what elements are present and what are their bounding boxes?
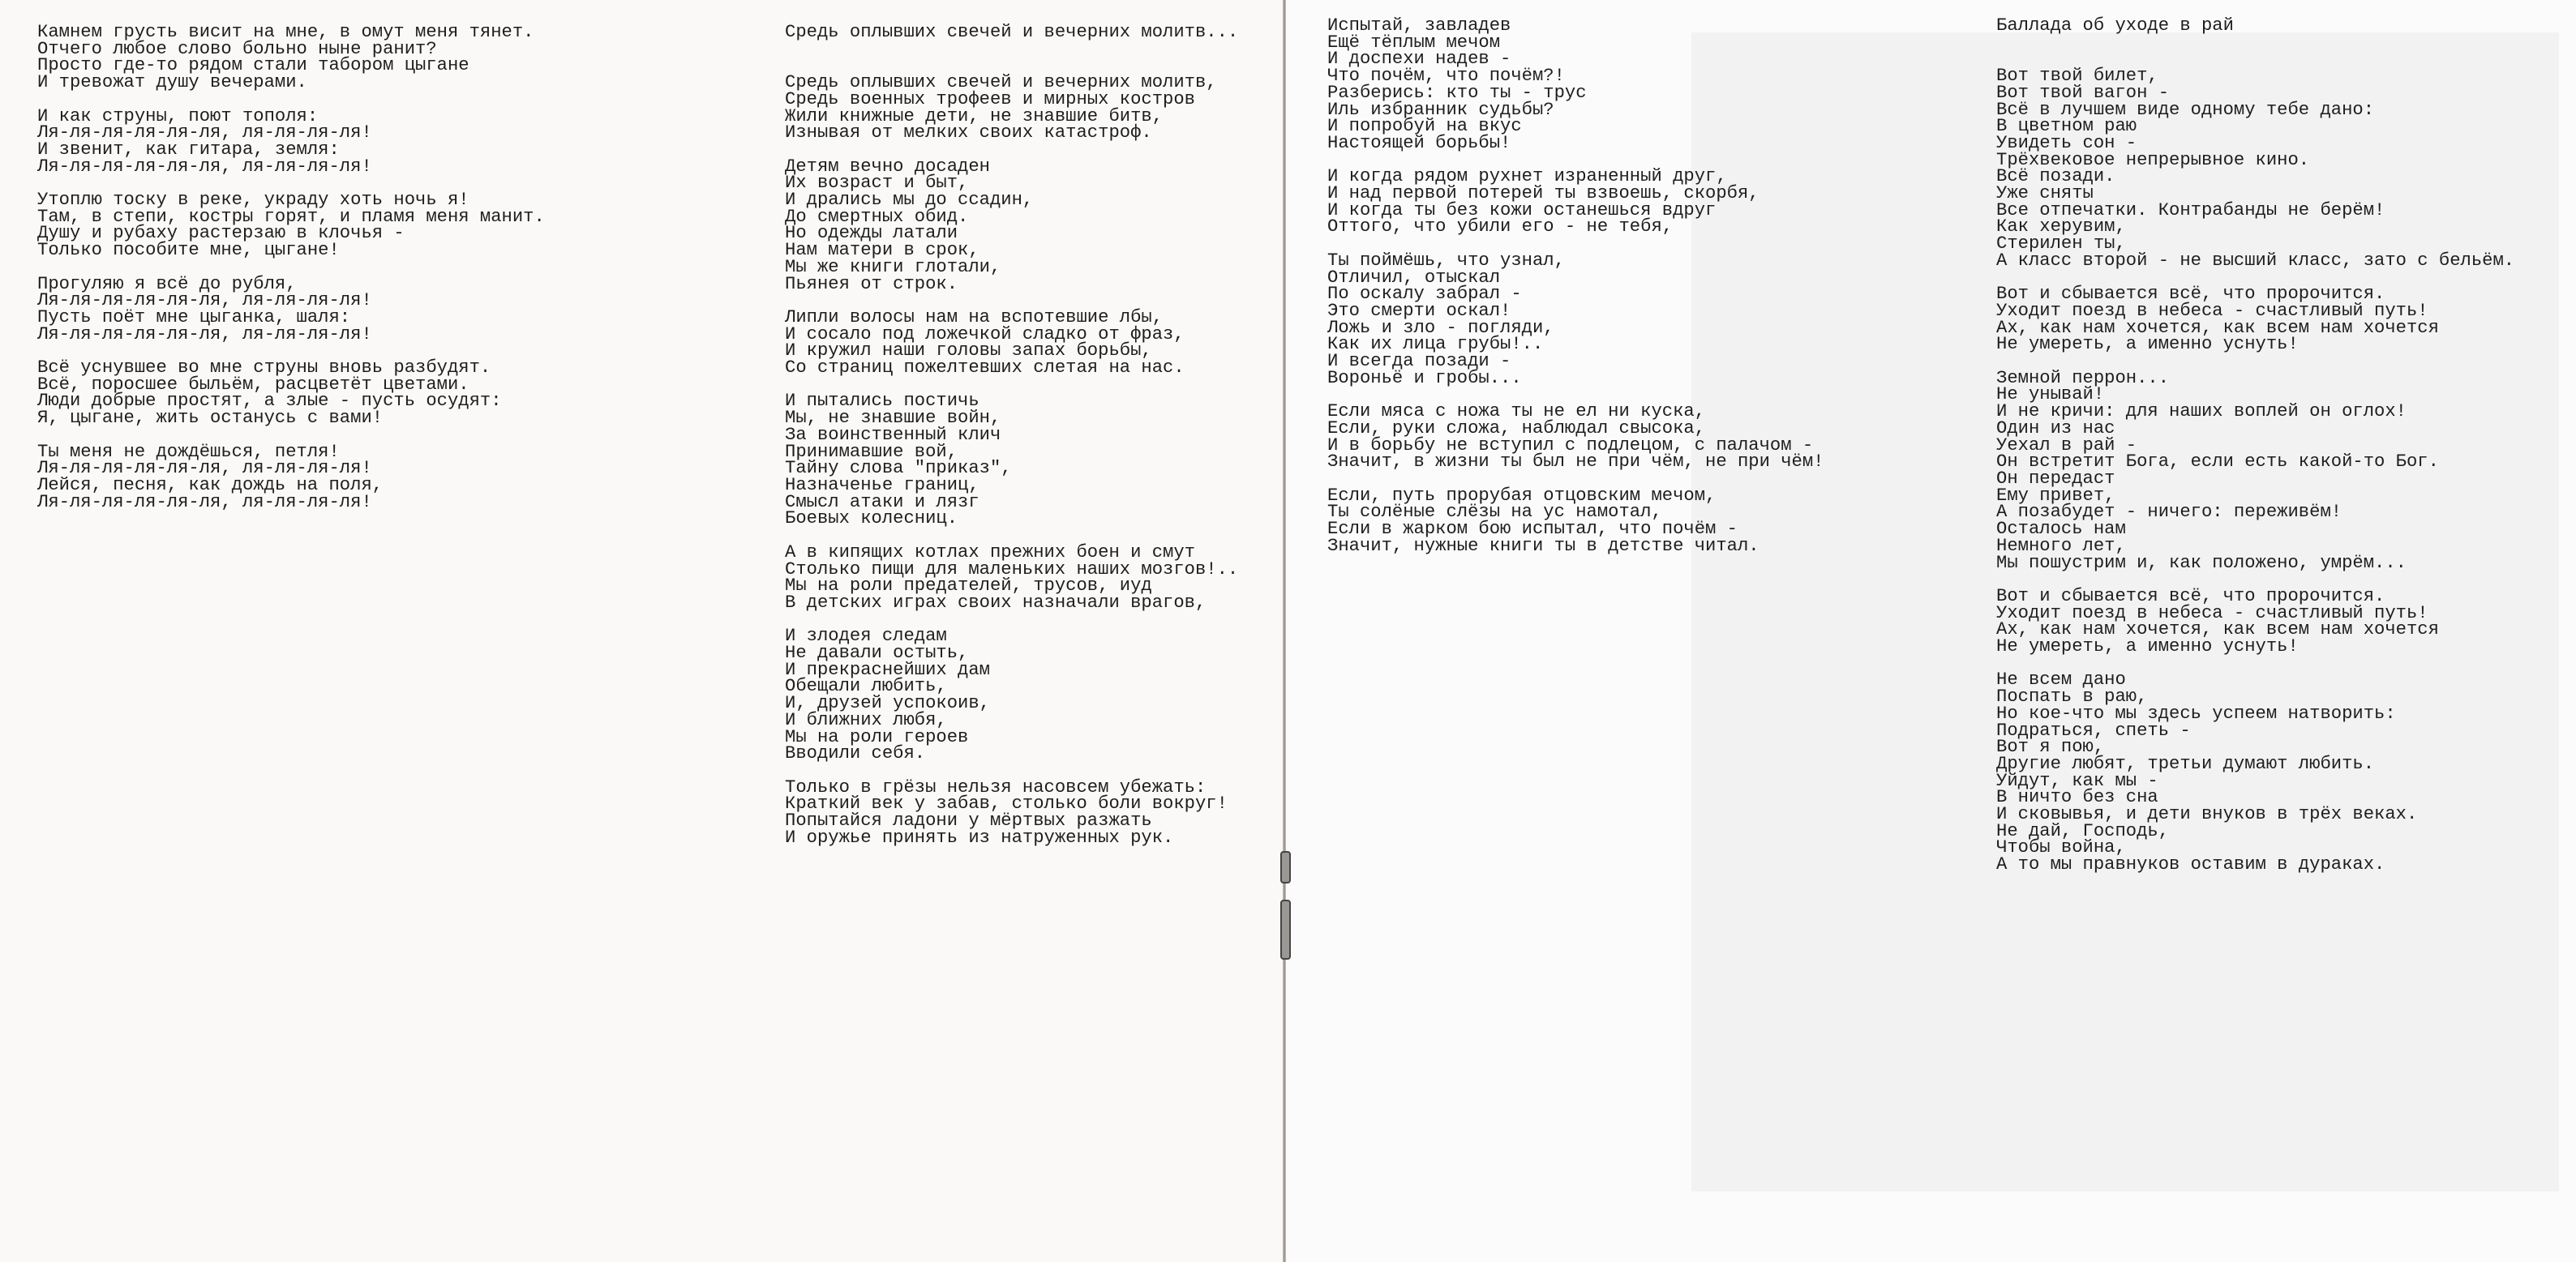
poem-column-1: Камнем грусть висит на мне, в омут меня тянет. Отчего любое слово больно ныне ранит? Просто где-то рядом стали табором цыгане И тревожат душу вечерами. И как струны, поют тополя: Ля-ля-ля-ля-ля-ля, ля-ля-ля-ля! И звенит, как гитара, земля: Ля-ля-ля-ля-ля-ля, ля-ля-ля-ля! Утоплю тоску в реке, украду хоть ночь я! Там, в степи, костры горят, и пламя меня манит. Душу и рубаху растерзаю в клочья - Только пособите мне, цыгане! Прогуляю я всё до рубля, Ля-ля-ля-ля-ля-ля, ля-ля-ля-ля! Пусть поёт мне цыганка, шаля: Ля-ля-ля-ля-ля-ля, ля-ля-ля-ля! Всё уснувшее во мне струны вновь разбудят. Всё, поросшее быльём, расцветёт цветами. Люди добрые простят, а злые - пусть осудят: Я, цыгане, жить останусь с вами! Ты меня не дождёшься, петля! Ля-ля-ля-ля-ля-ля, ля-ля-ля-ля! Лейся, песня, как дождь на поля, Ля-ля-ля-ля-ля-ля, ля-ля-ля-ля! [37, 22, 545, 512]
staple-bottom [1280, 900, 1291, 960]
poem-column-3: Испытай, завладев Ещё тёплым мечом И доспехи надев - Что почём, что почём?! Разберись: кто ты - трус Иль избранник судьбы? И попробуй на вкус Настоящей борьбы! И когда рядом рухнет израненный друг, И над первой потерей ты взвоешь, скорбя, И когда ты без кожи останешься вдруг Оттого, что убили его - не тебя, Ты поймёшь, что узнал, Отличил, отыскал По оскалу забрал - Это смерти оскал! Ложь и зло - погляди, Как их лица грубы!.. И всегда позади - Вороньё и гробы... Если мяса с ножа ты не ел ни куска, Если, руки сложа, наблюдал свысока, И в борьбу не вступил с подлецом, с палачом - Значит, в жизни ты был не при чём, не при чём! Если, путь прорубая отцовским мечом, Ты солёные слёзы на ус намотал, Если в жарком бою испытал, что почём - Значит, нужные книги ты в детстве читал. [1327, 15, 1824, 556]
staple-top [1280, 851, 1291, 883]
book-gutter [1283, 0, 1286, 1262]
poem-column-2: Средь оплывших свечей и вечерних молитв... Средь оплывших свечей и вечерних молитв, Средь военных трофеев и мирных костров Жили книжные дети, не знавшие битв, Изнывая от мелких своих катастроф. Детям вечно досаден Их возраст и быт, И дрались мы до ссадин, До смертных обид. Но одежды латали Нам матери в срок, Мы же книги глотали, Пьянея от строк. Липли волосы нам на вспотевшие лбы, И сосало под ложечкой сладко от фраз, И кружил наши головы запах борьбы, Со страниц пожелтевших слетая на нас. И пытались постичь Мы, не знавшие войн, За воинственный клич Принимавшие вой, Тайну слова "приказ", Назначенье границ, Смысл атаки и лязг Боевых колесниц. А в кипящих котлах прежних боен и смут Столько пищи для маленьких наших мозгов!.. Мы на роли предателей, трусов, иуд В детских играх своих назначали врагов, И злодея следам Не давали остыть, И прекраснейших дам Обещали любить, И, друзей успокоив, И ближних любя, Мы на роли героев Вводили себя. Только в грёзы нельзя насовсем убежать: Краткий век у забав, столько боли вокруг! Попытайся ладони у мёртвых разжать И оружье принять из натруженных рук. [785, 22, 1239, 848]
poem-column-4: Баллада об уходе в рай Вот твой билет, Вот твой вагон - Всё в лучшем виде одному тебе дано: В цветном раю Увидеть сон - Трёхвековое непрерывное кино. Всё позади. Уже сняты Все отпечатки. Контрабанды не берём! Как херувим, Стерилен ты, А класс второй - не высший класс, зато с бельём. Вот и сбывается всё, что пророчится. Уходит поезд в небеса - счастливый путь! Ах, как нам хочется, как всем нам хочется Не умереть, а именно уснуть! Земной перрон... Не унывай! И не кричи: для наших воплей он оглох! Один из нас Уехал в рай - Он встретит Бога, если есть какой-то Бог. Он передаст Ему привет, А позабудет - ничего: переживём! Осталось нам Немного лет, Мы пошустрим и, как положено, умрём... Вот и сбывается всё, что пророчится. Уходит поезд в небеса - счастливый путь! Ах, как нам хочется, как всем нам хочется Не умереть, а именно уснуть! Не всем дано Поспать в раю, Но кое-что мы здесь успеем натворить: Подраться, спеть - Вот я пою, Другие любят, третьи думают любить. Уйдут, как мы - В ничто без сна И сковывья, и дети внуков в трёх веках. Не дай, Господь, Чтобы война, А то мы правнуков оставим в дураках. [1996, 15, 2515, 875]
